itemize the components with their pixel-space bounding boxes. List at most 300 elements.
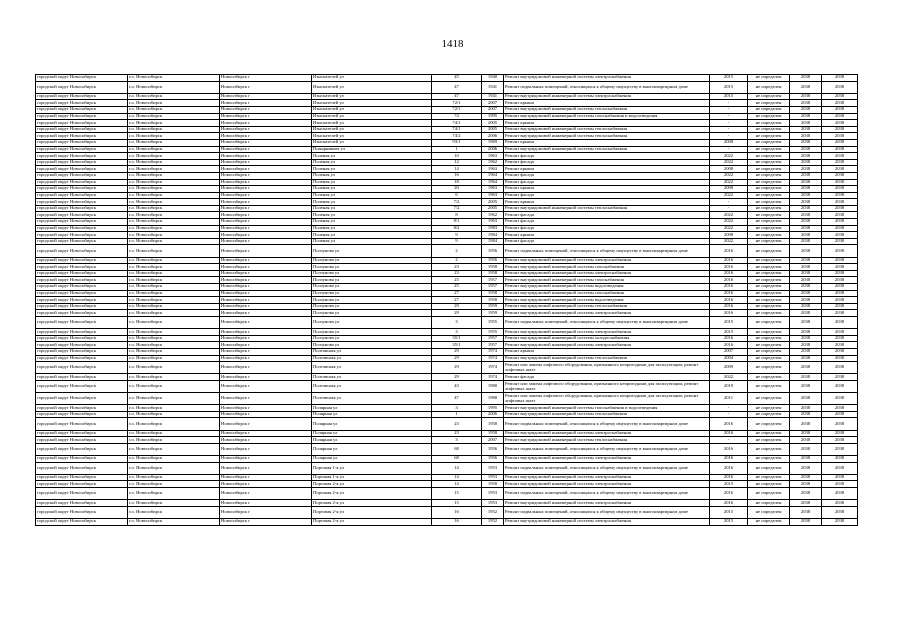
street-cell: Ползунова ул	[312, 316, 432, 328]
year-built-cell: 1956	[482, 456, 504, 463]
work-type-cell: Ремонт внутридомовой инженерной системы водоотведения	[504, 297, 710, 304]
plan-end-cell: 2038	[822, 264, 858, 271]
district-cell: г.о. Новосибирск	[128, 113, 220, 120]
table-row	[36, 205, 858, 212]
street-cell: Пожарникова ул	[312, 146, 432, 153]
year-built-cell: 1984	[482, 238, 504, 245]
house-number-cell: 29	[432, 374, 482, 381]
street-cell: Поленая ул	[312, 225, 432, 232]
year-built-cell: 2006	[482, 133, 504, 140]
plan-start-cell: 2038	[790, 418, 822, 430]
work-type-cell: Ремонт внутридомовой инженерной системы теплоснабжения	[504, 106, 710, 113]
municipality-cell: городской округ Новосибирск	[36, 506, 128, 518]
street-cell: Ползунова ул	[312, 335, 432, 342]
plan-start-cell: 2038	[790, 500, 822, 507]
street-cell: Ползунова ул	[312, 264, 432, 271]
municipality-cell: городской округ Новосибирск	[36, 405, 128, 412]
municipality-cell: городской округ Новосибирск	[36, 93, 128, 100]
district-cell: г.о. Новосибирск	[128, 380, 220, 392]
house-number-cell: 27	[432, 297, 482, 304]
district-cell: г.о. Новосибирск	[128, 405, 220, 412]
municipality-cell: городской округ Новосибирск	[36, 474, 128, 481]
house-number-cell: 23	[432, 418, 482, 430]
plan-end-cell: 2038	[822, 362, 858, 374]
table-row	[36, 75, 858, 82]
work-type-cell: Ремонт внутридомовой инженерной системы теплоснабжения	[504, 205, 710, 212]
plan-status-cell: не определен	[748, 192, 790, 199]
last-repair-year-cell: 2022	[710, 159, 748, 166]
municipality-cell: городской округ Новосибирск	[36, 264, 128, 271]
year-built-cell: 1953	[482, 488, 504, 500]
house-number-cell: 16	[432, 172, 482, 179]
table-row	[36, 290, 858, 297]
table-row	[36, 355, 858, 362]
plan-end-cell: 2038	[822, 192, 858, 199]
plan-end-cell: 2038	[822, 126, 858, 133]
last-repair-year-cell: 2016	[710, 297, 748, 304]
work-type-cell: Ремонт фасада	[504, 153, 710, 160]
last-repair-year-cell: 2015	[710, 329, 748, 336]
table-body	[36, 75, 858, 526]
plan-status-cell: не определен	[748, 474, 790, 481]
locality-cell: Новосибирск г	[220, 488, 312, 500]
plan-start-cell: 2038	[790, 257, 822, 264]
year-built-cell: 1962	[482, 212, 504, 219]
district-cell: г.о. Новосибирск	[128, 506, 220, 518]
year-built-cell: 1958	[482, 270, 504, 277]
plan-end-cell: 2038	[822, 93, 858, 100]
municipality-cell: городской округ Новосибирск	[36, 219, 128, 226]
table-row	[36, 303, 858, 310]
plan-end-cell: 2038	[822, 456, 858, 463]
plan-start-cell: 2038	[790, 146, 822, 153]
house-number-cell: 29	[432, 355, 482, 362]
table-row	[36, 297, 858, 304]
table-row	[36, 506, 858, 518]
plan-start-cell: 2038	[790, 474, 822, 481]
street-cell: Поленая ул	[312, 205, 432, 212]
district-cell: г.о. Новосибирск	[128, 245, 220, 257]
plan-end-cell: 2038	[822, 113, 858, 120]
locality-cell: Новосибирск г	[220, 380, 312, 392]
district-cell: г.о. Новосибирск	[128, 139, 220, 146]
house-number-cell: 14	[432, 462, 482, 474]
street-cell: Портовая 2-я ул	[312, 481, 432, 488]
work-type-cell: Ремонт внутридомовой инженерной системы газоснабжения	[504, 290, 710, 297]
plan-status-cell: не определен	[748, 297, 790, 304]
plan-start-cell: 2038	[790, 81, 822, 93]
locality-cell: Новосибирск г	[220, 212, 312, 219]
locality-cell: Новосибирск г	[220, 199, 312, 206]
last-repair-year-cell: 2008	[710, 166, 748, 173]
plan-end-cell: 2038	[822, 205, 858, 212]
street-cell: Изыскателей ул	[312, 93, 432, 100]
year-built-cell: 1974	[482, 362, 504, 374]
district-cell: г.о. Новосибирск	[128, 264, 220, 271]
plan-start-cell: 2038	[790, 225, 822, 232]
locality-cell: Новосибирск г	[220, 411, 312, 418]
plan-start-cell: 2038	[790, 462, 822, 474]
plan-status-cell: не определен	[748, 277, 790, 284]
municipality-cell: городской округ Новосибирск	[36, 362, 128, 374]
plan-end-cell: 2038	[822, 270, 858, 277]
house-number-cell: 2	[432, 245, 482, 257]
street-cell: Изыскателей ул	[312, 100, 432, 107]
plan-status-cell: не определен	[748, 418, 790, 430]
house-number-cell: 47	[432, 81, 482, 93]
municipality-cell: городской округ Новосибирск	[36, 120, 128, 127]
district-cell: г.о. Новосибирск	[128, 153, 220, 160]
plan-start-cell: 2038	[790, 133, 822, 140]
house-number-cell: 1	[432, 146, 482, 153]
work-type-cell: Ремонт подвальных помещений, относящихся к общему имуществу в многоквартирном доме	[504, 418, 710, 430]
house-number-cell: 35/1	[432, 335, 482, 342]
plan-status-cell: не определен	[748, 212, 790, 219]
plan-end-cell: 2038	[822, 342, 858, 349]
district-cell: г.о. Новосибирск	[128, 277, 220, 284]
plan-start-cell: 2038	[790, 393, 822, 405]
locality-cell: Новосибирск г	[220, 133, 312, 140]
municipality-cell: городской округ Новосибирск	[36, 284, 128, 291]
house-number-cell: 47	[432, 93, 482, 100]
year-built-cell: 1953	[482, 462, 504, 474]
street-cell: Портовая 2-я ул	[312, 518, 432, 525]
work-type-cell: Ремонт внутридомовой инженерной системы электроснабжения	[504, 456, 710, 463]
locality-cell: Новосибирск г	[220, 405, 312, 412]
district-cell: г.о. Новосибирск	[128, 186, 220, 193]
work-type-cell: Ремонт внутридомовой инженерной системы электроснабжения	[504, 329, 710, 336]
house-number-cell: 15	[432, 488, 482, 500]
work-type-cell: Ремонт крыши	[504, 348, 710, 355]
plan-start-cell: 2038	[790, 488, 822, 500]
year-built-cell: 1964	[482, 172, 504, 179]
plan-start-cell: 2038	[790, 159, 822, 166]
municipality-cell: городской округ Новосибирск	[36, 488, 128, 500]
house-number-cell: 74	[432, 113, 482, 120]
street-cell: Полтавская ул	[312, 393, 432, 405]
last-repair-year-cell: 2016	[710, 303, 748, 310]
house-number-cell: 68	[432, 443, 482, 455]
district-cell: г.о. Новосибирск	[128, 310, 220, 317]
table-row	[36, 437, 858, 444]
table-row	[36, 348, 858, 355]
district-cell: г.о. Новосибирск	[128, 488, 220, 500]
locality-cell: Новосибирск г	[220, 362, 312, 374]
house-number-cell: 8/2	[432, 225, 482, 232]
plan-status-cell: не определен	[748, 506, 790, 518]
year-built-cell: 1958	[482, 290, 504, 297]
year-built-cell: 1957	[482, 284, 504, 291]
district-cell: г.о. Новосибирск	[128, 225, 220, 232]
last-repair-year-cell: 2016	[710, 474, 748, 481]
municipality-cell: городской округ Новосибирск	[36, 270, 128, 277]
work-type-cell: Ремонт подвальных помещений, относящихся к общему имуществу в многоквартирном доме	[504, 245, 710, 257]
street-cell: Поленая ул	[312, 159, 432, 166]
year-built-cell: 1956	[482, 443, 504, 455]
house-number-cell: 29	[432, 362, 482, 374]
locality-cell: Новосибирск г	[220, 186, 312, 193]
locality-cell: Новосибирск г	[220, 205, 312, 212]
district-cell: г.о. Новосибирск	[128, 316, 220, 328]
year-built-cell: 1953	[482, 500, 504, 507]
last-repair-year-cell: 2016	[710, 310, 748, 317]
locality-cell: Новосибирск г	[220, 192, 312, 199]
table-row	[36, 462, 858, 474]
year-built-cell: 1952	[482, 518, 504, 525]
plan-status-cell: не определен	[748, 205, 790, 212]
last-repair-year-cell: 2016	[710, 418, 748, 430]
plan-status-cell: не определен	[748, 303, 790, 310]
house-number-cell: 8	[432, 212, 482, 219]
table-row	[36, 238, 858, 245]
table-row	[36, 362, 858, 374]
plan-status-cell: не определен	[748, 374, 790, 381]
work-type-cell: Ремонт подвальных помещений, относящихся к общему имуществу в многоквартирном доме	[504, 81, 710, 93]
street-cell: Ползунова ул	[312, 297, 432, 304]
locality-cell: Новосибирск г	[220, 443, 312, 455]
work-type-cell: Ремонт крыши	[504, 100, 710, 107]
municipality-cell: городской округ Новосибирск	[36, 199, 128, 206]
work-type-cell: Ремонт крыши	[504, 186, 710, 193]
district-cell: г.о. Новосибирск	[128, 257, 220, 264]
work-type-cell: Ремонт внутридомовой инженерной системы теплоснабжения	[504, 437, 710, 444]
plan-start-cell: 2038	[790, 335, 822, 342]
locality-cell: Новосибирск г	[220, 100, 312, 107]
last-repair-year-cell: 2007	[710, 348, 748, 355]
municipality-cell: городской округ Новосибирск	[36, 232, 128, 239]
locality-cell: Новосибирск г	[220, 348, 312, 355]
table-row	[36, 146, 858, 153]
year-built-cell: 1955	[482, 316, 504, 328]
street-cell: Ползунова ул	[312, 277, 432, 284]
last-repair-year-cell: 2015	[710, 93, 748, 100]
plan-status-cell: не определен	[748, 75, 790, 82]
plan-status-cell: не определен	[748, 355, 790, 362]
table-row	[36, 100, 858, 107]
municipality-cell: городской округ Новосибирск	[36, 100, 128, 107]
year-built-cell: 1963	[482, 153, 504, 160]
plan-status-cell: не определен	[748, 257, 790, 264]
plan-end-cell: 2038	[822, 106, 858, 113]
table-row	[36, 245, 858, 257]
year-built-cell: 1963	[482, 186, 504, 193]
work-type-cell: Ремонт подвальных помещений, относящихся к общему имуществу в многоквартирном доме	[504, 443, 710, 455]
year-built-cell: 1955	[482, 329, 504, 336]
locality-cell: Новосибирск г	[220, 238, 312, 245]
street-cell: Изыскателей ул	[312, 133, 432, 140]
plan-start-cell: 2038	[790, 179, 822, 186]
year-built-cell: 2007	[482, 106, 504, 113]
locality-cell: Новосибирск г	[220, 474, 312, 481]
table-row	[36, 113, 858, 120]
locality-cell: Новосибирск г	[220, 335, 312, 342]
plan-start-cell: 2038	[790, 75, 822, 82]
year-built-cell: 2007	[482, 437, 504, 444]
last-repair-year-cell: 2016	[710, 456, 748, 463]
plan-end-cell: 2038	[822, 225, 858, 232]
last-repair-year-cell: 2016	[710, 257, 748, 264]
house-number-cell: 29	[432, 348, 482, 355]
locality-cell: Новосибирск г	[220, 418, 312, 430]
work-type-cell: Ремонт внутридомовой инженерной системы теплоснабжения	[504, 355, 710, 362]
house-number-cell: 14	[432, 481, 482, 488]
street-cell: Ползунова ул	[312, 245, 432, 257]
municipality-cell: городской округ Новосибирск	[36, 205, 128, 212]
plan-start-cell: 2038	[790, 172, 822, 179]
municipality-cell: городской округ Новосибирск	[36, 310, 128, 317]
district-cell: г.о. Новосибирск	[128, 81, 220, 93]
house-number-cell: 3	[432, 405, 482, 412]
last-repair-year-cell: 2022	[710, 192, 748, 199]
street-cell: Поленая ул	[312, 219, 432, 226]
plan-start-cell: 2038	[790, 348, 822, 355]
plan-start-cell: 2038	[790, 456, 822, 463]
last-repair-year-cell: 2015	[710, 81, 748, 93]
last-repair-year-cell: -	[710, 411, 748, 418]
table-row	[36, 418, 858, 430]
street-cell: Ползунова ул	[312, 290, 432, 297]
locality-cell: Новосибирск г	[220, 277, 312, 284]
municipality-cell: городской округ Новосибирск	[36, 443, 128, 455]
plan-start-cell: 2038	[790, 153, 822, 160]
plan-end-cell: 2038	[822, 232, 858, 239]
work-type-cell: Ремонт или замена лифтового оборудования, признанного непригодным для эксплуатации, ремонт лифтовых шахт	[504, 362, 710, 374]
municipality-cell: городской округ Новосибирск	[36, 139, 128, 146]
street-cell: Поленая ул	[312, 179, 432, 186]
district-cell: г.о. Новосибирск	[128, 418, 220, 430]
locality-cell: Новосибирск г	[220, 310, 312, 317]
last-repair-year-cell: 2022	[710, 238, 748, 245]
house-number-cell: 7/2	[432, 205, 482, 212]
last-repair-year-cell: -	[710, 146, 748, 153]
street-cell: Полярная ул	[312, 443, 432, 455]
plan-start-cell: 2038	[790, 106, 822, 113]
work-type-cell: Ремонт внутридомовой инженерной системы газоснабжения	[504, 264, 710, 271]
locality-cell: Новосибирск г	[220, 93, 312, 100]
last-repair-year-cell: 2022	[710, 219, 748, 226]
plan-end-cell: 2038	[822, 374, 858, 381]
locality-cell: Новосибирск г	[220, 153, 312, 160]
year-built-cell: 1984	[482, 232, 504, 239]
last-repair-year-cell: 2016	[710, 245, 748, 257]
work-type-cell: Ремонт внутридомовой инженерной системы электроснабжения	[504, 518, 710, 525]
plan-status-cell: не определен	[748, 393, 790, 405]
plan-start-cell: 2038	[790, 205, 822, 212]
plan-status-cell: не определен	[748, 348, 790, 355]
locality-cell: Новосибирск г	[220, 297, 312, 304]
plan-start-cell: 2038	[790, 518, 822, 525]
locality-cell: Новосибирск г	[220, 113, 312, 120]
plan-end-cell: 2038	[822, 488, 858, 500]
table-row	[36, 329, 858, 336]
table-row	[36, 93, 858, 100]
municipality-cell: городской округ Новосибирск	[36, 374, 128, 381]
year-built-cell: 1957	[482, 342, 504, 349]
last-repair-year-cell: 2016	[710, 443, 748, 455]
house-number-cell: 25	[432, 284, 482, 291]
district-cell: г.о. Новосибирск	[128, 393, 220, 405]
year-built-cell: 1958	[482, 297, 504, 304]
plan-status-cell: не определен	[748, 113, 790, 120]
plan-start-cell: 2038	[790, 139, 822, 146]
plan-start-cell: 2038	[790, 93, 822, 100]
plan-end-cell: 2038	[822, 284, 858, 291]
work-type-cell: Ремонт или замена лифтового оборудования, признанного непригодным для эксплуатации, ремонт лифтовых шахт	[504, 393, 710, 405]
locality-cell: Новосибирск г	[220, 264, 312, 271]
house-number-cell: 74/1	[432, 126, 482, 133]
house-number-cell: 10	[432, 153, 482, 160]
municipality-cell: городской округ Новосибирск	[36, 192, 128, 199]
municipality-cell: городской округ Новосибирск	[36, 186, 128, 193]
plan-status-cell: не определен	[748, 225, 790, 232]
municipality-cell: городской округ Новосибирск	[36, 212, 128, 219]
plan-start-cell: 2038	[790, 219, 822, 226]
plan-end-cell: 2038	[822, 297, 858, 304]
municipality-cell: городской округ Новосибирск	[36, 393, 128, 405]
plan-end-cell: 2038	[822, 443, 858, 455]
district-cell: г.о. Новосибирск	[128, 205, 220, 212]
house-number-cell: 29	[432, 310, 482, 317]
last-repair-year-cell: -	[710, 120, 748, 127]
plan-end-cell: 2038	[822, 277, 858, 284]
work-type-cell: Ремонт фасада	[504, 374, 710, 381]
plan-end-cell: 2038	[822, 257, 858, 264]
street-cell: Изыскателей ул	[312, 126, 432, 133]
district-cell: г.о. Новосибирск	[128, 329, 220, 336]
municipality-cell: городской округ Новосибирск	[36, 179, 128, 186]
street-cell: Полярная ул	[312, 405, 432, 412]
last-repair-year-cell: 2011	[710, 393, 748, 405]
last-repair-year-cell: 2016	[710, 290, 748, 297]
house-number-cell: 25	[432, 277, 482, 284]
year-built-cell: 1956	[482, 257, 504, 264]
locality-cell: Новосибирск г	[220, 159, 312, 166]
locality-cell: Новосибирск г	[220, 146, 312, 153]
plan-start-cell: 2038	[790, 342, 822, 349]
plan-status-cell: не определен	[748, 335, 790, 342]
house-number-cell: 93/1	[432, 139, 482, 146]
table-row	[36, 139, 858, 146]
plan-end-cell: 2038	[822, 335, 858, 342]
year-built-cell: 1969	[482, 139, 504, 146]
plan-status-cell: не определен	[748, 405, 790, 412]
municipality-cell: городской округ Новосибирск	[36, 290, 128, 297]
plan-status-cell: не определен	[748, 411, 790, 418]
plan-start-cell: 2038	[790, 303, 822, 310]
plan-status-cell: не определен	[748, 166, 790, 173]
page-number: 1418	[441, 38, 464, 50]
street-cell: Портовая 1-я ул	[312, 474, 432, 481]
table-row	[36, 212, 858, 219]
table-row	[36, 411, 858, 418]
house-number-cell: 14	[432, 166, 482, 173]
plan-start-cell: 2038	[790, 405, 822, 412]
plan-status-cell: не определен	[748, 290, 790, 297]
work-type-cell: Ремонт внутридомовой инженерной системы газоснабжения	[504, 277, 710, 284]
plan-start-cell: 2038	[790, 270, 822, 277]
locality-cell: Новосибирск г	[220, 75, 312, 82]
house-number-cell: 14	[432, 474, 482, 481]
district-cell: г.о. Новосибирск	[128, 284, 220, 291]
last-repair-year-cell: 2022	[710, 179, 748, 186]
municipality-cell: городской округ Новосибирск	[36, 245, 128, 257]
plan-status-cell: не определен	[748, 120, 790, 127]
locality-cell: Новосибирск г	[220, 430, 312, 437]
house-number-cell: 72/1	[432, 100, 482, 107]
plan-start-cell: 2038	[790, 506, 822, 518]
house-number-cell: 35/1	[432, 342, 482, 349]
last-repair-year-cell: 2016	[710, 430, 748, 437]
